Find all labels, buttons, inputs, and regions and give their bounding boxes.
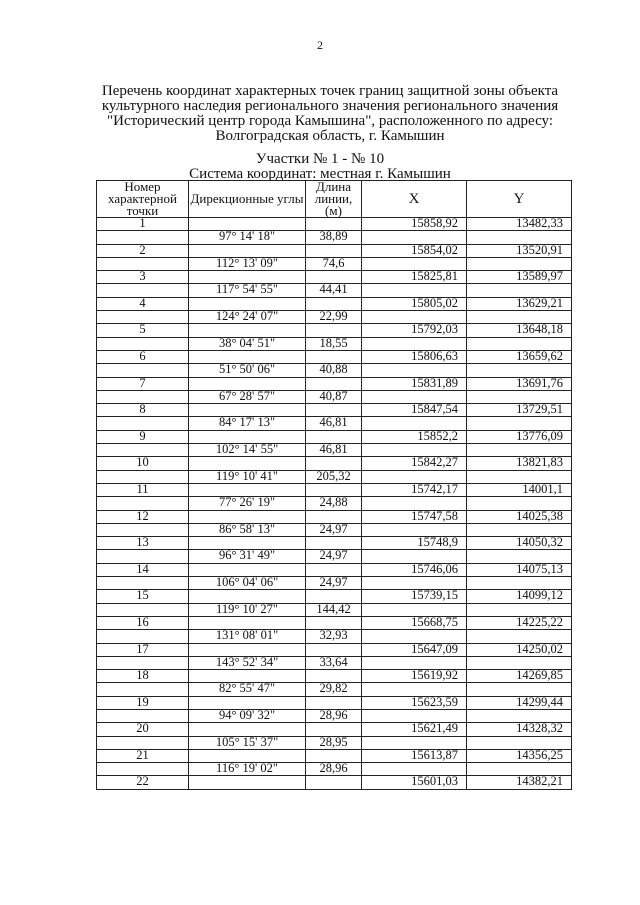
- point-number-cell: 16: [97, 616, 189, 629]
- direction-angle-cell: 105° 15' 37": [189, 736, 306, 749]
- point-number-cell: 17: [97, 643, 189, 656]
- line-length-cell: 24,97: [306, 577, 362, 590]
- segment-row: [97, 444, 572, 457]
- y-coordinate-cell: 14356,25: [467, 749, 572, 762]
- empty-cell: [467, 630, 572, 643]
- point-number-cell: 8: [97, 404, 189, 417]
- point-number-cell: 14: [97, 563, 189, 576]
- y-coordinate-cell: 13691,76: [467, 377, 572, 390]
- empty-cell: [189, 776, 306, 789]
- line-length-cell: 24,97: [306, 523, 362, 536]
- x-coordinate-cell: 15806,63: [362, 350, 467, 363]
- point-number-cell: 18: [97, 670, 189, 683]
- point-number-cell: 7: [97, 377, 189, 390]
- coordinate-system-label: Система координат: местная г. Камышин: [189, 166, 451, 182]
- x-coordinate-cell: 15852,2: [362, 430, 467, 443]
- x-coordinate-cell: 15854,02: [362, 244, 467, 257]
- direction-angle-cell: 51° 50' 06": [189, 364, 306, 377]
- segment-row: [97, 630, 572, 643]
- line-length-cell: 40,87: [306, 390, 362, 403]
- segment-row: [97, 497, 572, 510]
- coordinates-table: [96, 180, 572, 790]
- line-length-cell: 205,32: [306, 470, 362, 483]
- x-coordinate-cell: 15747,58: [362, 510, 467, 523]
- x-coordinate-cell: 15858,92: [362, 218, 467, 231]
- line-length-cell: 74,6: [306, 257, 362, 270]
- y-coordinate-cell: 13589,97: [467, 271, 572, 284]
- y-coordinate-cell: 14099,12: [467, 590, 572, 603]
- segment-row: [97, 364, 572, 377]
- y-coordinate-cell: 14025,38: [467, 510, 572, 523]
- empty-cell: [306, 776, 362, 789]
- segment-row: [97, 523, 572, 536]
- point-number-cell: 13: [97, 537, 189, 550]
- line-length-cell: 24,97: [306, 550, 362, 563]
- segment-row: [97, 550, 572, 563]
- x-coordinate-cell: 15746,06: [362, 563, 467, 576]
- segment-row: [97, 337, 572, 350]
- direction-angle-cell: 116° 19' 02": [189, 763, 306, 776]
- x-coordinate-cell: 15847,54: [362, 404, 467, 417]
- x-coordinate-cell: 15613,87: [362, 749, 467, 762]
- line-length-cell: 29,82: [306, 683, 362, 696]
- point-number-cell: 4: [97, 297, 189, 310]
- x-coordinate-cell: 15742,17: [362, 483, 467, 496]
- line-length-cell: 33,64: [306, 656, 362, 669]
- table-header-row: [97, 181, 572, 218]
- y-coordinate-cell: 13776,09: [467, 430, 572, 443]
- direction-angle-cell: 84° 17' 13": [189, 417, 306, 430]
- point-number-cell: 11: [97, 483, 189, 496]
- line-length-cell: 18,55: [306, 337, 362, 350]
- y-coordinate-cell: 14250,02: [467, 643, 572, 656]
- direction-angle-cell: 96° 31' 49": [189, 550, 306, 563]
- segment-row: [97, 257, 572, 270]
- heading-line: "Исторический центр города Камышина", расположенного по адресу:: [106, 113, 554, 129]
- direction-angle-cell: 131° 08' 01": [189, 630, 306, 643]
- line-length-cell: 144,42: [306, 603, 362, 616]
- point-number-cell: 1: [97, 218, 189, 231]
- direction-angle-cell: 143° 52' 34": [189, 656, 306, 669]
- header-direction-angles: Дирекционные углы: [189, 181, 306, 218]
- direction-angle-cell: 77° 26' 19": [189, 497, 306, 510]
- y-coordinate-cell: 13821,83: [467, 457, 572, 470]
- point-number-cell: 22: [97, 776, 189, 789]
- document-heading: [80, 84, 580, 144]
- header-y: Y: [467, 181, 572, 218]
- direction-angle-cell: 38° 04' 51": [189, 337, 306, 350]
- point-number-cell: 15: [97, 590, 189, 603]
- section-subtitle: Участки № 1 - № 10: [255, 151, 385, 167]
- x-coordinate-cell: 15831,89: [362, 377, 467, 390]
- x-coordinate-cell: 15842,27: [362, 457, 467, 470]
- point-number-cell: 19: [97, 696, 189, 709]
- direction-angle-cell: 119° 10' 27": [189, 603, 306, 616]
- point-number-cell: 12: [97, 510, 189, 523]
- segment-row: [97, 656, 572, 669]
- segment-row: [97, 683, 572, 696]
- y-coordinate-cell: 14382,21: [467, 776, 572, 789]
- point-number-cell: 10: [97, 457, 189, 470]
- x-coordinate-cell: 15805,02: [362, 297, 467, 310]
- segment-row: [97, 231, 572, 244]
- point-number-cell: 5: [97, 324, 189, 337]
- line-length-cell: 44,41: [306, 284, 362, 297]
- direction-angle-cell: 124° 24' 07": [189, 311, 306, 324]
- heading-line: культурного наследия регионального значения регионального значения: [101, 98, 559, 114]
- x-coordinate-cell: 15621,49: [362, 723, 467, 736]
- segment-row: [97, 417, 572, 430]
- segment-row: [97, 709, 572, 722]
- header-point-number: Номер характерной точки: [97, 181, 189, 218]
- point-number-cell: 9: [97, 430, 189, 443]
- line-length-cell: 46,81: [306, 417, 362, 430]
- direction-angle-cell: 117° 54' 55": [189, 284, 306, 297]
- segment-row: [97, 736, 572, 749]
- x-coordinate-cell: 15668,75: [362, 616, 467, 629]
- direction-angle-cell: 97° 14' 18": [189, 231, 306, 244]
- line-length-cell: 40,88: [306, 364, 362, 377]
- empty-cell: [362, 630, 467, 643]
- x-coordinate-cell: 15623,59: [362, 696, 467, 709]
- y-coordinate-cell: 13648,18: [467, 324, 572, 337]
- line-length-cell: 24,88: [306, 497, 362, 510]
- y-coordinate-cell: 14328,32: [467, 723, 572, 736]
- point-number-cell: 20: [97, 723, 189, 736]
- direction-angle-cell: 86° 58' 13": [189, 523, 306, 536]
- y-coordinate-cell: 13629,21: [467, 297, 572, 310]
- x-coordinate-cell: 15748,9: [362, 537, 467, 550]
- segment-row: [97, 603, 572, 616]
- x-coordinate-cell: 15619,92: [362, 670, 467, 683]
- point-row: [97, 776, 572, 789]
- segment-row: [97, 390, 572, 403]
- x-coordinate-cell: 15739,15: [362, 590, 467, 603]
- heading-line: Перечень координат характерных точек границ защитной зоны объекта: [101, 83, 559, 99]
- y-coordinate-cell: 14050,32: [467, 537, 572, 550]
- line-length-cell: 28,96: [306, 763, 362, 776]
- line-length-cell: 38,89: [306, 231, 362, 244]
- direction-angle-cell: 112° 13' 09": [189, 257, 306, 270]
- direction-angle-cell: 106° 04' 06": [189, 577, 306, 590]
- point-number-cell: 21: [97, 749, 189, 762]
- line-length-cell: 28,96: [306, 709, 362, 722]
- x-coordinate-cell: 15647,09: [362, 643, 467, 656]
- direction-angle-cell: 102° 14' 55": [189, 444, 306, 457]
- y-coordinate-cell: 13482,33: [467, 218, 572, 231]
- point-number-cell: 6: [97, 350, 189, 363]
- direction-angle-cell: 67° 28' 57": [189, 390, 306, 403]
- line-length-cell: 22,99: [306, 311, 362, 324]
- y-coordinate-cell: 14001,1: [467, 483, 572, 496]
- line-length-cell: 32,93: [306, 630, 362, 643]
- table-body: [97, 218, 572, 790]
- y-coordinate-cell: 14269,85: [467, 670, 572, 683]
- point-number-cell: 2: [97, 244, 189, 257]
- x-coordinate-cell: 15792,03: [362, 324, 467, 337]
- segment-row: [97, 470, 572, 483]
- heading-line: Волгоградская область, г. Камышин: [215, 128, 445, 144]
- point-number-cell: 3: [97, 271, 189, 284]
- segment-row: [97, 763, 572, 776]
- empty-cell: [97, 630, 189, 643]
- y-coordinate-cell: 13659,62: [467, 350, 572, 363]
- x-coordinate-cell: 15601,03: [362, 776, 467, 789]
- y-coordinate-cell: 14225,22: [467, 616, 572, 629]
- page-number: 2: [317, 38, 323, 52]
- segment-row: [97, 577, 572, 590]
- direction-angle-cell: 119° 10' 41": [189, 470, 306, 483]
- segment-row: [97, 284, 572, 297]
- y-coordinate-cell: 14075,13: [467, 563, 572, 576]
- direction-angle-cell: 82° 55' 47": [189, 683, 306, 696]
- direction-angle-cell: 94° 09' 32": [189, 709, 306, 722]
- segment-row: [97, 311, 572, 324]
- y-coordinate-cell: 13729,51: [467, 404, 572, 417]
- header-line-length: Длина линии, (м): [306, 181, 362, 218]
- x-coordinate-cell: 15825,81: [362, 271, 467, 284]
- y-coordinate-cell: 14299,44: [467, 696, 572, 709]
- y-coordinate-cell: 13520,91: [467, 244, 572, 257]
- line-length-cell: 46,81: [306, 444, 362, 457]
- line-length-cell: 28,95: [306, 736, 362, 749]
- header-x: X: [362, 181, 467, 218]
